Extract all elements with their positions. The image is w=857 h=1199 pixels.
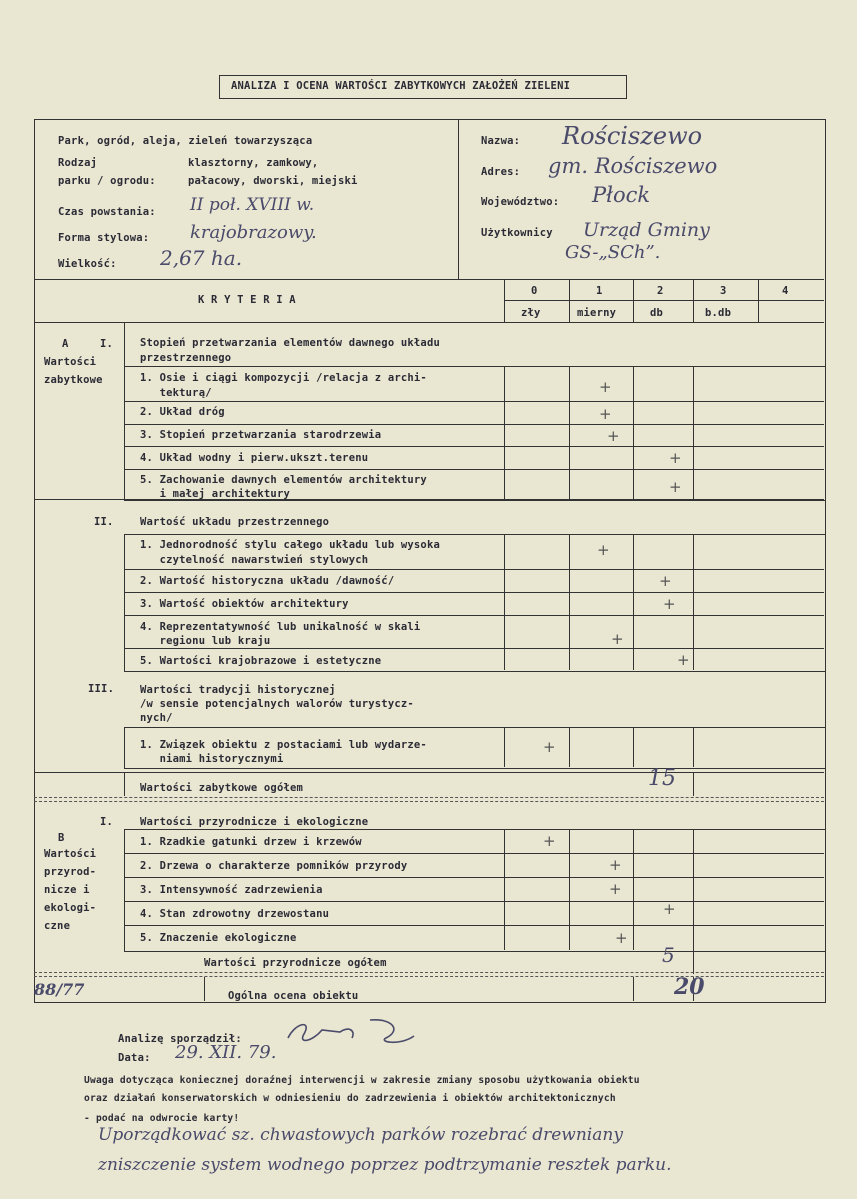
section-b-total-value: 5 [662,943,675,967]
grid-col [633,366,634,499]
grid-col [504,366,505,499]
row-line [124,877,824,878]
group-a2-title: Wartość układu przestrzennego [140,516,330,528]
nazwa-label: Nazwa: [481,135,521,147]
kryteria-heading: K R Y T E R I A [198,294,296,306]
section-separator [34,972,824,977]
section-a-total-label: Wartości zabytkowe ogółem [140,782,304,794]
grid-col [504,534,505,670]
grade-4: 4 [782,285,789,297]
group-a3-title: Wartości tradycji historycznej /w sensie potencjalnych walorów turystycz- nych/ [140,684,414,724]
grid-col [569,366,570,499]
grade-word-db: db [650,307,664,319]
row-line [124,615,824,616]
grid-col [633,977,634,1001]
row-line [124,592,824,593]
group-a1-title: Stopień przetwarzania elementów dawnego układu przestrzennego [140,337,440,364]
signature-image [282,1012,422,1052]
criterion-a1-4: 4. Układ wodny i pierw.ukszt.terenu [140,452,369,464]
rodzaj-label: Rodzaj [58,157,98,169]
grade-mark: + [669,449,682,467]
grade-1: 1 [596,285,603,297]
grade-mark: + [599,405,612,423]
grade-mark: + [599,378,612,396]
analiza-label: Analizę sporządził: [118,1033,242,1045]
criterion-a2-4: 4. Reprezentatywność lub unikalność w skali regionu lub kraju [140,621,421,647]
criterion-b-1: 1. Rzadkie gatunki drzew i krzewów [140,836,362,848]
section-separator [34,797,824,802]
rodzaj-options: klasztorny, zamkowy, [188,157,319,169]
criterion-a2-5: 5. Wartości krajobrazowe i estetyczne [140,655,382,667]
grade-col-line [758,279,759,322]
grade-col-line [693,279,694,322]
section-a-label-2: zabytkowe [44,374,103,386]
grade-0: 0 [531,285,538,297]
section-b-label-4: ekologi- [44,902,97,914]
row-line [34,772,824,773]
grade-mark: + [607,427,620,445]
grade-word-mierny: mierny [577,307,617,319]
forma-label: Forma stylowa: [58,232,150,244]
rodzaj-options-2: pałacowy, dworski, miejski [188,175,358,187]
row-line [124,446,824,447]
uwaga-line-1: Uwaga dotycząca koniecznej doraźnej interwencji w zakresie zmiany sposobu użytkowania obiektu [84,1075,640,1086]
section-b-label-5: czne [44,920,71,932]
grade-col-line [504,279,505,322]
grid-col [569,534,570,670]
grade-mark: + [597,541,610,559]
grade-mark: + [611,630,624,648]
row-line [34,499,824,500]
grid-col [693,950,694,974]
uwaga-line-2: oraz działań konserwatorskich w odniesieniu do zadrzewienia i obiektów architektonicznych [84,1093,616,1104]
grid-col [124,772,125,796]
criterion-a1-1: 1. Osie i ciągi kompozycji /relacja z archi- tekturą/ [140,372,427,399]
grid-col [633,727,634,767]
kryteria-top-line [34,279,824,280]
czas-label: Czas powstania: [58,206,156,218]
wojewodztwo-label: Województwo: [481,196,560,208]
grade-mark: + [663,595,676,613]
criterion-a1-3: 3. Stopień przetwarzania starodrzewia [140,429,382,441]
park-type-line: Park, ogród, aleja, zieleń towarzysząca [58,135,313,147]
criterion-b-2: 2. Drzewa o charakterze pomników przyrody [140,860,408,872]
grid-col [569,727,570,767]
uwaga-line-3: - podać na odwrocie karty! [84,1113,240,1124]
overall-value: 20 [674,974,705,1000]
grid-col [504,829,505,950]
grid-col [693,727,694,767]
criterion-b-4: 4. Stan zdrowotny drzewostanu [140,908,330,920]
grade-mark: + [615,929,628,947]
row-line [124,925,824,926]
side-number: 88/77 [34,980,85,999]
wojewodztwo-value: Płock [592,183,651,207]
criterion-b-3: 3. Intensywność zadrzewienia [140,884,323,896]
wielkosc-label: Wielkość: [58,258,117,270]
section-b-roman: I. [100,816,114,828]
group-a3-roman: III. [88,683,115,695]
overall-label: Ogólna ocena obiektu [228,990,359,1002]
grade-mark: + [609,856,622,874]
uzytkownicy-label: Użytkownicy [481,227,553,239]
criterion-a1-2: 2. Układ dróg [140,406,225,418]
grade-mark: + [677,651,690,669]
criterion-a2-3: 3. Wartość obiektów architektury [140,598,349,610]
grid-col [693,366,694,499]
note-line-2: zniszczenie system wodnego poprzez podtrzymanie resztek parku. [98,1155,672,1175]
note-line-1: Uporządkować sz. chwastowych parków rozebrać drewniany [98,1125,623,1145]
page-title: ANALIZA I OCENA WARTOŚCI ZABYTKOWYCH ZAŁOŻEŃ ZIELENI [231,80,571,92]
section-a-label: Wartości [44,356,97,368]
grade-mark: + [609,880,622,898]
row-line [124,469,824,470]
kryteria-bottom-line [34,322,824,323]
grade-mid-line [504,300,824,301]
section-b-label-3: nicze i [44,884,90,896]
section-b-label: Wartości [44,848,97,860]
header-divider [458,119,459,279]
grade-mark: + [543,832,556,850]
grade-col-line [633,279,634,322]
adres-value: gm. Rościszewo [548,154,718,178]
section-a-letter: A [62,338,69,350]
section-b-label-2: przyrod- [44,866,97,878]
section-a-total-value: 15 [648,766,676,791]
grid-col [693,534,694,670]
section-b-total-label: Wartości przyrodnicze ogółem [204,957,387,969]
row-line [124,901,824,902]
forma-value: krajobrazowy. [190,222,317,243]
grid-col [504,727,505,767]
grade-word-zly: zły [521,307,541,319]
grade-col-line [569,279,570,322]
czas-value: II poł. XVIII w. [190,195,315,215]
criterion-a3-1: 1. Związek obiektu z postaciami lub wydarze- niami historycznymi [140,739,427,765]
section-b-letter: B [58,832,65,844]
criterion-b-5: 5. Znaczenie ekologiczne [140,932,297,944]
row-line [124,424,824,425]
grid-col [693,829,694,950]
uzytkownicy-value: Urząd Gminy [583,219,710,241]
row-line [124,853,824,854]
grid-col [693,772,694,796]
nazwa-value: Rościszewo [562,122,703,150]
data-value: 29. XII. 79. [175,1042,277,1063]
grade-word-bdb: b.db [705,307,732,319]
row-line [124,401,824,402]
grade-mark: + [663,900,676,918]
grade-mark: + [669,478,682,496]
grid-col [633,534,634,670]
grid-col [569,829,570,950]
criterion-a2-2: 2. Wartość historyczna układu /dawność/ [140,575,395,587]
grade-mark: + [543,738,556,756]
grade-3: 3 [720,285,727,297]
adres-label: Adres: [481,166,521,178]
row-line [124,569,824,570]
grid-col [204,977,205,1001]
grid-col [633,829,634,950]
rodzaj-label-2: parku / ogrodu: [58,175,156,187]
group-a2-roman: II. [94,516,114,528]
data-label: Data: [118,1052,151,1064]
criterion-a1-5: 5. Zachowanie dawnych elementów architektury i małej architektury [140,474,427,500]
wielkosc-value: 2,67 ha. [160,246,243,270]
criterion-a2-1: 1. Jednorodność stylu całego układu lub wysoka czytelność nawarstwień stylowych [140,539,440,566]
grade-2: 2 [657,285,664,297]
group-b1-title: Wartości przyrodnicze i ekologiczne [140,816,369,828]
uzytkownicy-value-2: GS-„SCh”. [565,242,661,263]
section-a-roman: I. [100,338,114,350]
grade-mark: + [659,572,672,590]
row-line [124,648,824,649]
